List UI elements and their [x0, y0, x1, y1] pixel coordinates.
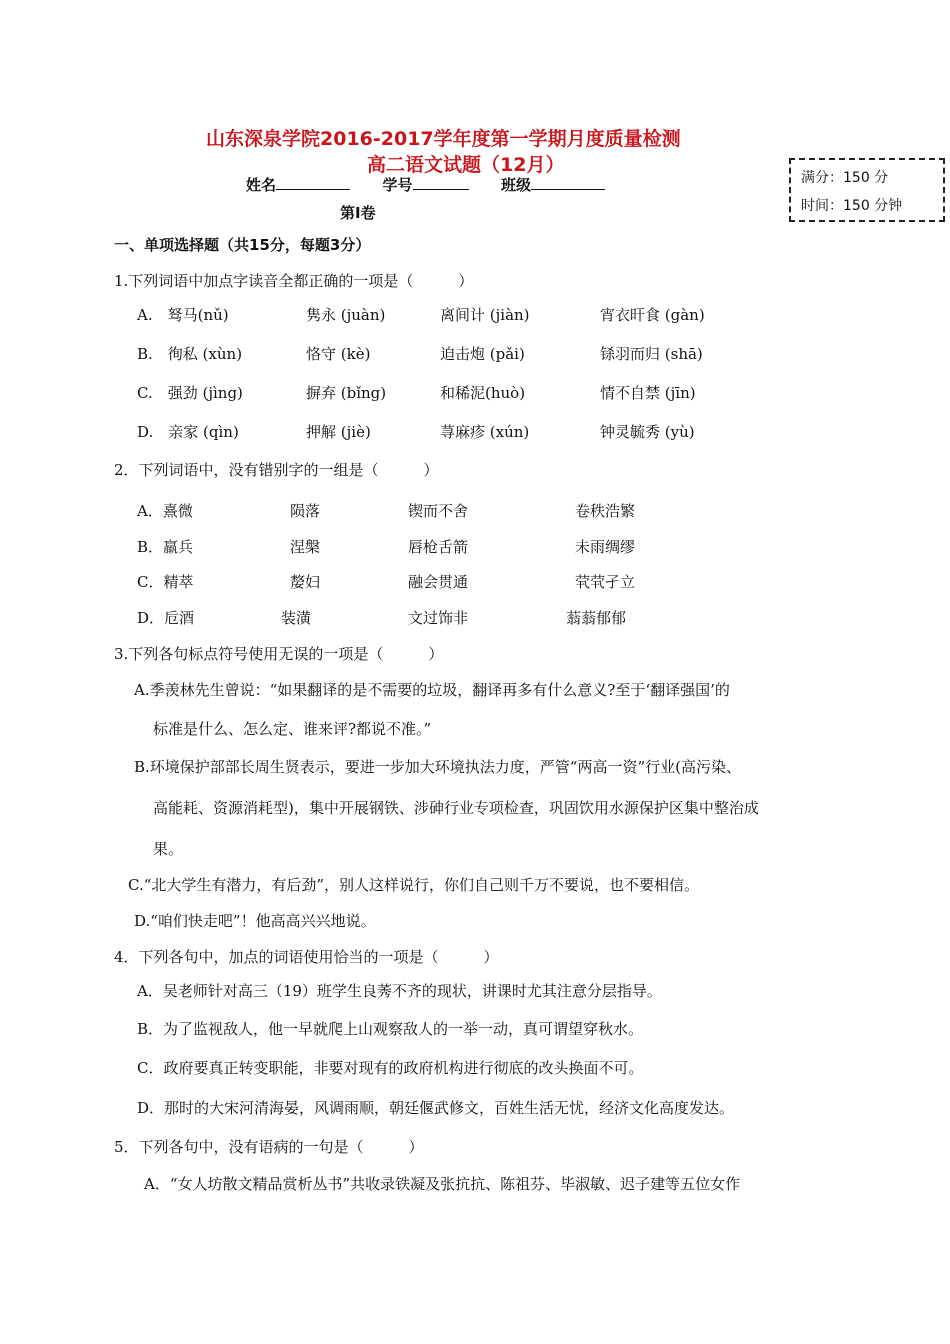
name-blank[interactable] — [276, 175, 350, 190]
q4-option-b[interactable]: B．为了监视敌人，他一早就爬上山观察敌人的一举一动，真可谓望穿秋水。 — [137, 1020, 644, 1038]
class-blank[interactable] — [531, 175, 605, 190]
q1-c-1[interactable]: C. 强劲 (jìng) — [137, 384, 243, 402]
q2-d-3: 文过饰非 — [408, 609, 469, 627]
q2-d-2: 装潢 — [281, 609, 312, 627]
q1-stem: 1.下列词语中加点字读音全都正确的一项是（ ） — [114, 272, 474, 290]
q1-a-1[interactable]: A. 驽马(nǔ) — [137, 306, 229, 324]
q1-a-4: 宵衣旰食 (gàn) — [600, 306, 705, 324]
exam-title: 山东深泉学院2016-2017学年度第一学期月度质量检测 — [206, 128, 681, 150]
q3-option-a-line1[interactable]: A.季羡林先生曾说：“如果翻译的是不需要的垃圾，翻译再多有什么意义?至于‘翻译强国’的 — [134, 681, 730, 699]
q2-b-1[interactable]: B．羸兵 — [137, 538, 194, 556]
id-blank[interactable] — [413, 175, 469, 190]
q3-option-d[interactable]: D.“咱们快走吧”！他高高兴兴地说。 — [134, 912, 376, 930]
name-label: 姓名 — [246, 176, 277, 194]
q2-d-4: 蓊蓊郁郁 — [566, 609, 627, 627]
q3-option-b-line2: 高能耗、资源消耗型)，集中开展钢铁、涉砷行业专项检查，巩固饮用水源保护区集中整治成 — [153, 799, 759, 817]
q2-b-2: 涅槃 — [290, 538, 321, 556]
q2-a-1[interactable]: A．熹微 — [137, 502, 193, 520]
q1-b-4: 铩羽而归 (shā) — [600, 345, 703, 363]
q2-a-4: 卷秩浩繁 — [575, 502, 636, 520]
q2-c-1[interactable]: C．精萃 — [137, 573, 194, 591]
q1-d-3: 荨麻疹 (xún) — [440, 423, 530, 441]
q2-b-4: 未雨绸缪 — [575, 538, 636, 556]
q1-b-3: 迫击炮 (pǎi) — [440, 345, 525, 363]
q5-stem: 5．下列各句中，没有语病的一句是（ ） — [114, 1138, 424, 1156]
q4-stem: 4．下列各句中，加点的词语使用恰当的一项是（ ） — [114, 948, 499, 966]
exam-subtitle: 高二语文试题（12月） — [367, 154, 565, 176]
q3-option-b-line1[interactable]: B.环境保护部部长周生贤表示，要进一步加大环境执法力度，严管“两高一资”行业(高污染、 — [134, 758, 741, 776]
q4-option-a[interactable]: A．吴老师针对高三（19）班学生良莠不齐的现状，讲课时尤其注意分层指导。 — [137, 982, 662, 1000]
full-score: 满分：150 分 — [801, 170, 889, 186]
q1-c-4: 情不自禁 (jīn) — [600, 384, 696, 402]
q2-c-2: 嫠妇 — [290, 573, 321, 591]
q1-b-2: 恪守 (kè) — [306, 345, 371, 363]
q1-c-3: 和稀泥(huò) — [440, 384, 526, 402]
q3-option-a-line2: 标准是什么、怎么定、谁来评?都说不准。” — [153, 720, 432, 738]
q1-d-4: 钟灵毓秀 (yù) — [600, 423, 695, 441]
q2-c-3: 融会贯通 — [408, 573, 469, 591]
q5-option-a[interactable]: A．“女人坊散文精品赏析丛书”共收录铁凝及张抗抗、陈祖芬、毕淑敏、迟子建等五位女作 — [144, 1175, 741, 1193]
q3-option-b-line3: 果。 — [153, 840, 184, 858]
class-label: 班级 — [500, 176, 531, 194]
q4-option-c[interactable]: C．政府要真正转变职能，非要对现有的政府机构进行彻底的改头换面不可。 — [137, 1059, 644, 1077]
q3-stem: 3.下列各句标点符号使用无误的一项是（ ） — [114, 645, 444, 663]
q1-d-1[interactable]: D. 亲家 (qìn) — [137, 423, 239, 441]
q2-stem: 2．下列词语中，没有错别字的一组是（ ） — [114, 461, 439, 479]
id-label: 学号 — [382, 176, 413, 194]
q2-a-2: 陨落 — [290, 502, 321, 520]
student-info — [246, 174, 605, 195]
q1-b-1[interactable]: B. 徇私 (xùn) — [137, 345, 243, 363]
exam-time: 时间：150 分钟 — [801, 198, 903, 214]
q4-option-d[interactable]: D．那时的大宋河清海晏，风调雨顺，朝廷偃武修文，百姓生活无忧，经济文化高度发达。 — [137, 1099, 735, 1117]
q2-a-3: 锲而不舍 — [408, 502, 469, 520]
q2-b-3: 唇枪舌箭 — [408, 538, 469, 556]
q1-c-2: 摒弃 (bǐng) — [306, 384, 387, 402]
q2-d-1[interactable]: D．卮酒 — [137, 609, 195, 627]
q1-d-2: 押解 (jiè) — [306, 423, 371, 441]
section-heading: 一、单项选择题（共15分，每题3分） — [114, 236, 371, 254]
q1-a-3: 离间计 (jiàn) — [440, 306, 530, 324]
volume-label: 第Ⅰ卷 — [340, 204, 376, 222]
q3-option-c[interactable]: C.“北大学生有潜力，有后劲”，别人这样说行，你们自己则千万不要说，也不要相信。 — [128, 876, 700, 894]
q1-a-2: 隽永 (juàn) — [306, 306, 386, 324]
score-box — [789, 158, 945, 222]
q2-c-4: 茕茕孑立 — [575, 573, 636, 591]
